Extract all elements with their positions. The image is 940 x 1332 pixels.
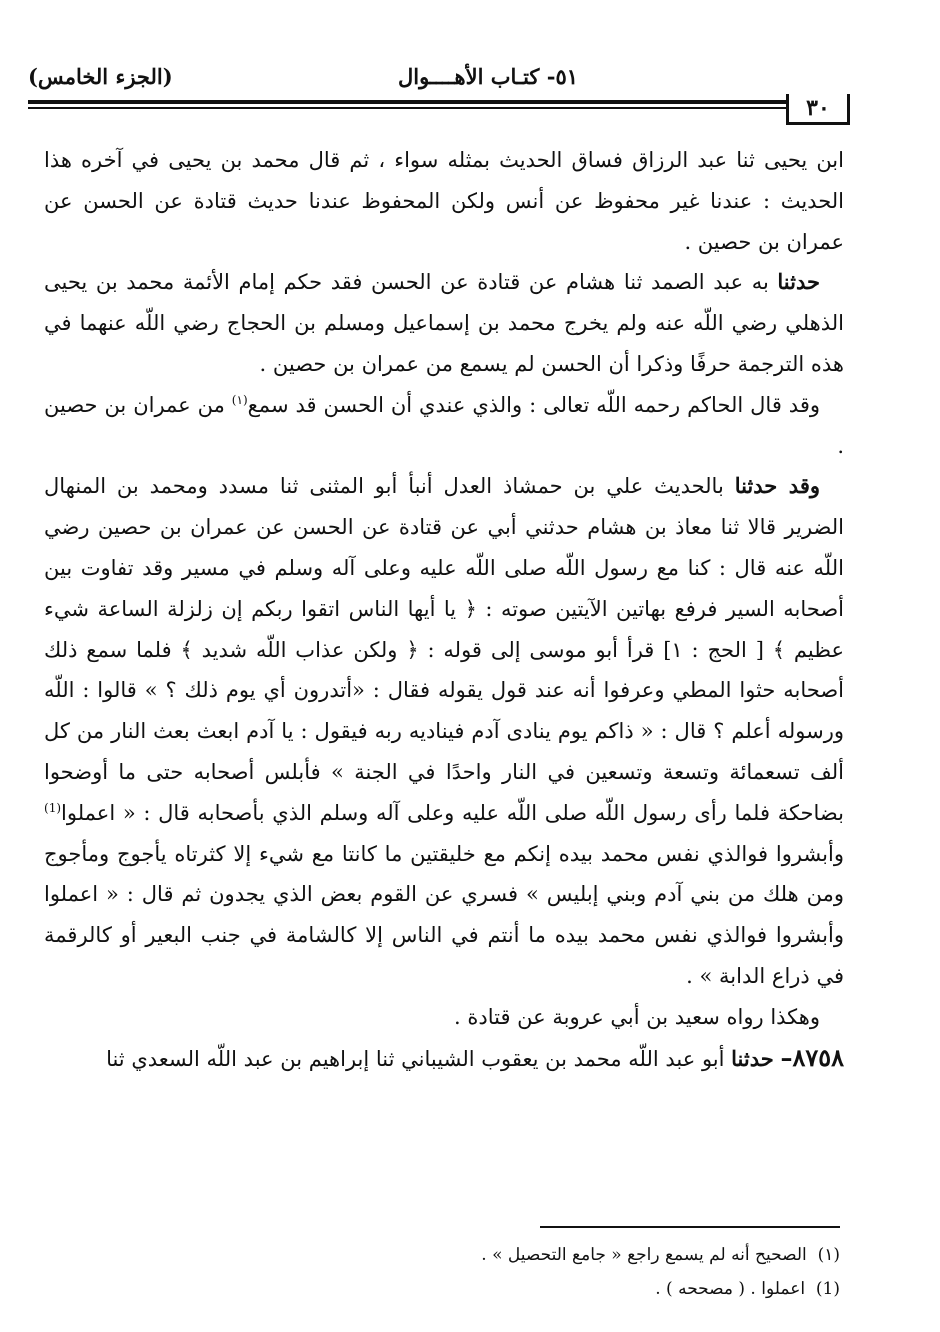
footnote-2-mark: (1) (815, 1279, 840, 1299)
page-header (28, 64, 848, 94)
footnote-ref-1: (١) (231, 392, 248, 407)
paragraph-4-text-a: بالحديث علي بن حمشاذ العدل أنبأ أبو المثنى ثنا مسدد ومحمد بن المنهال الضرير قالا ثنا معاذ بن هشام حدثني أبي عن قتادة عن الحسن عن عمران بن حصين رضي اللّه عنه قال : كنا مع رسول اللّه صلى اللّه عليه وعلى آله وسلم في مسير وقد تفاوت بين أصحابه السير فرفع بهاتين الآيتين صوته : ﴿ يا أيها الناس اتقوا ربكم إن زلزلة الساعة شيء عظيم ﴾ [ الحج : ١] قرأ أبو موسى إلى قوله : ﴿ ولكن عذاب اللّه شديد ﴾ فلما سمع ذلك أصحابه حثوا المطي وعرفوا أنه عند قول يقوله فقال : «أتدرون أي يوم ذلك ؟ » قالوا : اللّه ورسوله أعلم ؟ قال : « ذاكم يوم ينادى آدم فيناديه ربه فيقول : يا آدم ابعث بعث النار من كل ألف تسعمائة وتسعة وتسعين في النار واحدًا في الجنة » فأبلس أصحابه حتى ما أوضحوا بضاحكة فلما رأى رسول اللّه صلى اللّه عليه وعلى آله وسلم الذي بأصحابه قال : « اعملوا (44, 474, 844, 825)
footnote-1 (300, 1238, 840, 1272)
paragraph-3-text-a: وقد قال الحاكم رحمه اللّه تعالى : والذي عندي أن الحسن قد سمع (247, 392, 820, 417)
footnote-2-text: اعملوا . ( مصححه ) . (655, 1279, 806, 1299)
header-rule-thick (28, 100, 814, 104)
paragraph-3 (44, 385, 844, 467)
paragraph-6-text: أبو عبد اللّه محمد بن يعقوب الشيباني ثنا إبراهيم بن عبد اللّه السعدي ثنا (106, 1046, 732, 1071)
paragraph-6-lead: حدثنا (731, 1045, 774, 1071)
paragraph-1: ابن يحيى ثنا عبد الرزاق فساق الحديث بمثله سواء ، ثم قال محمد بن يحيى في آخره هذا الحديث : عندنا غير محفوظ عن أنس ولكن المحفوظ عندنا حديث قتادة عن الحسن عن عمران بن حصين . (44, 148, 844, 254)
running-title: ٥١- كتـاب الأهــــوال (398, 64, 578, 89)
paragraph-5: وهكذا رواه سعيد بن أبي عروبة عن قتادة . (454, 1004, 820, 1029)
footnotes (300, 1238, 840, 1306)
paragraph-2 (44, 262, 844, 384)
volume-label: (الجزء الخامس) (28, 64, 173, 89)
footnote-1-text: الصحيح أنه لم يسمع راجع « جامع التحصيل » . (481, 1245, 807, 1265)
footnote-2 (300, 1272, 840, 1306)
paragraph-3-text-b: من عمران بن حصين . (44, 392, 844, 458)
paragraph-2-text: به عبد الصمد ثنا هشام عن قتادة عن الحسن فقد حكم إمام الأئمة محمد بن يحيى الذهلي رضي اللّه عنه ولم يخرج محمد بن إسماعيل ومسلم بن الحجاج رضي اللّه عنهما في هذه الترجمة حرفًا وذكرا أن الحسن لم يسمع من عمران بن حصين . (44, 270, 844, 376)
paragraph-6 (44, 1038, 844, 1080)
footnote-1-mark: (١) (817, 1245, 840, 1265)
paragraph-4-lead: وقد حدثنا (734, 473, 820, 499)
paragraph-4 (44, 466, 844, 996)
footnote-divider (540, 1226, 840, 1228)
main-text (44, 140, 844, 1079)
page-number: ٣٠ (786, 94, 850, 125)
footnote-ref-2: (1) (44, 800, 62, 815)
hadith-number: ٨٧٥٨– (780, 1042, 844, 1072)
paragraph-4-text-b: وأبشروا فوالذي نفس محمد بيده إنكم مع خليقتين ما كانتا مع شيء إلا كثرتاه يأجوج ومأجوج ومن هلك من بني آدم وبني إبليس » فسري عن القوم بعض الذي يجدون ثم قال : « اعملوا وأبشروا فوالذي نفس محمد بيده ما أنتم في الناس إلا كالشامة في جنب البعير أو كالرقمة في ذراع الدابة » . (44, 841, 844, 988)
paragraph-2-lead: حدثنا (777, 269, 820, 295)
header-rule-thin (28, 107, 814, 109)
